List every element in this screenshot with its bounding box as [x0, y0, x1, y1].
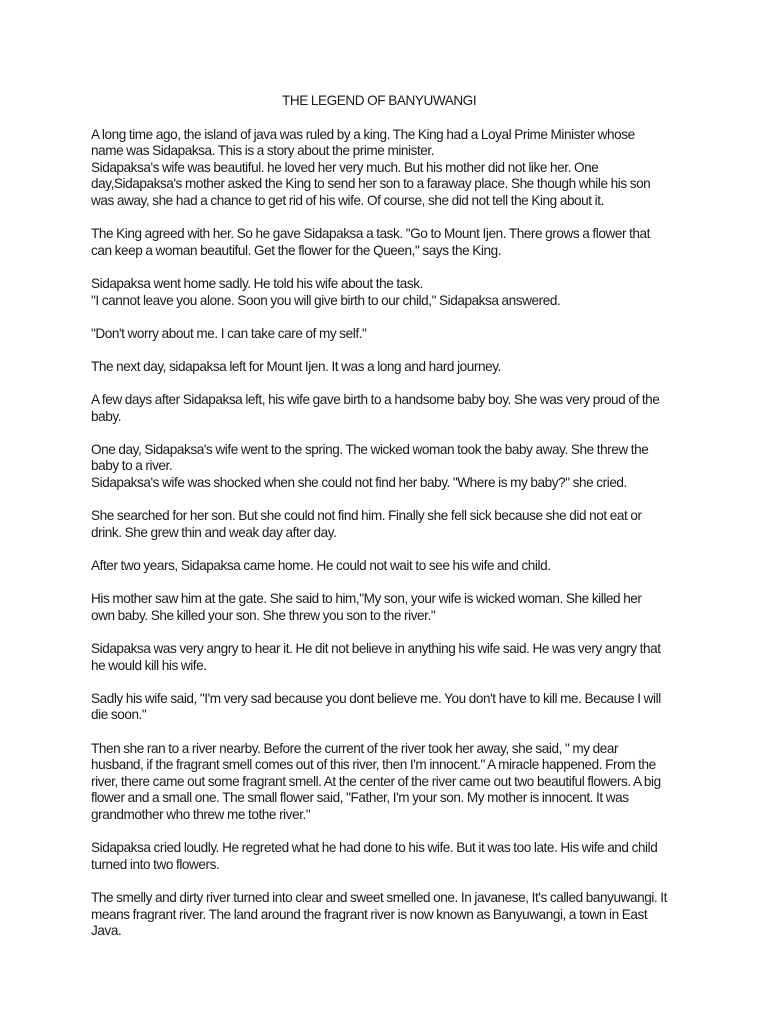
- paragraph-line: Sidapaksa's wife was shocked when she could not find her baby. "Where is my baby?" she cried.: [91, 474, 627, 491]
- paragraph: [91, 441, 667, 491]
- document-title: THE LEGEND OF BANYUWANGI: [282, 92, 477, 108]
- paragraph-line: Sidapaksa was very angry to hear it. He dit not believe in anything his wife said. He was very angry that he would kill his wife.: [91, 640, 661, 673]
- paragraph-line: After two years, Sidapaksa came home. He could not wait to see his wife and child.: [91, 557, 551, 574]
- paragraph: [91, 590, 667, 623]
- paragraph: [91, 557, 667, 574]
- paragraph-line: A few days after Sidapaksa left, his wife gave birth to a handsome baby boy. She was very proud of the baby.: [91, 391, 660, 424]
- paragraph: [91, 740, 667, 823]
- paragraph: [91, 507, 667, 540]
- paragraph: [91, 690, 667, 723]
- paragraph-line: The smelly and dirty river turned into clear and sweet smelled one. In javanese, It's called banyuwangi. It means fragrant river. The land around the fragrant river is now known as Banyuwangi, a town in East Java.: [91, 888, 667, 939]
- paragraph-line: Then she ran to a river nearby. Before the current of the river took her away, she said, " my dear husband, if the fragrant smell comes out of this river, then I'm innocent." A miracle happened. From the river, there came out some fragrant smell. At the center of the river came out two beautiful flowers. A big flower and a small one. The small flower said, "Father, I'm your son. My mother is innocent. It was grandmother who threw me tothe river.": [91, 739, 661, 822]
- paragraph-line: The King agreed with her. So he gave Sidapaksa a task. "Go to Mount Ijen. There grows a flower that can keep a woman beautiful. Get the flower for the Queen," says the King.: [91, 225, 650, 258]
- paragraph-line: She searched for her son. But she could not find him. Finally she fell sick because she did not eat or drink. She grew thin and weak day after day.: [91, 507, 642, 540]
- paragraph: [91, 839, 667, 872]
- paragraph-line: Sadly his wife said, "I'm very sad because you dont believe me. You don't have to kill me. Because I will die soon.": [91, 689, 661, 723]
- paragraph: [91, 225, 667, 258]
- paragraph: [91, 391, 667, 424]
- document-body: [91, 92, 667, 955]
- paragraph-line: Sidapaksa's wife was beautiful. he loved her very much. But his mother did not like her. One day,Sidapaksa's mother asked the King to send her son to a faraway place. She though while his son was away, she had a chance to get rid of his wife. Of course, she did not tell the King about it.: [91, 158, 651, 208]
- paragraph: [91, 358, 667, 375]
- paragraph: [91, 640, 667, 673]
- paragraph-line: A long time ago, the island of java was ruled by a king. The King had a Loyal Prime Minister whose name was Sidapaksa. This is a story about the prime minister.: [91, 125, 635, 159]
- paragraph: [91, 275, 667, 308]
- paragraph-line: The next day, sidapaksa left for Mount Ijen. It was a long and hard journey.: [91, 357, 501, 374]
- paragraph: [91, 325, 667, 342]
- paragraph-line: Sidapaksa went home sadly. He told his wife about the task.: [91, 274, 423, 291]
- paragraph: [91, 889, 667, 939]
- paragraph-line: "Don't worry about me. I can take care of my self.": [91, 324, 367, 341]
- paragraph-line: "I cannot leave you alone. Soon you will give birth to our child," Sidapaksa answered.: [91, 291, 561, 308]
- paragraph: [91, 126, 667, 209]
- paragraph-line: His mother saw him at the gate. She said to him,"My son, your wife is wicked woman. She killed her own baby. She killed your son. She threw you son to the river.": [91, 590, 642, 623]
- paragraph-line: Sidapaksa cried loudly. He regreted what he had done to his wife. But it was too late. His wife and child turned into two flowers.: [91, 839, 658, 872]
- paragraph-line: One day, Sidapaksa's wife went to the spring. The wicked woman took the baby away. She threw the baby to a river.: [91, 440, 649, 474]
